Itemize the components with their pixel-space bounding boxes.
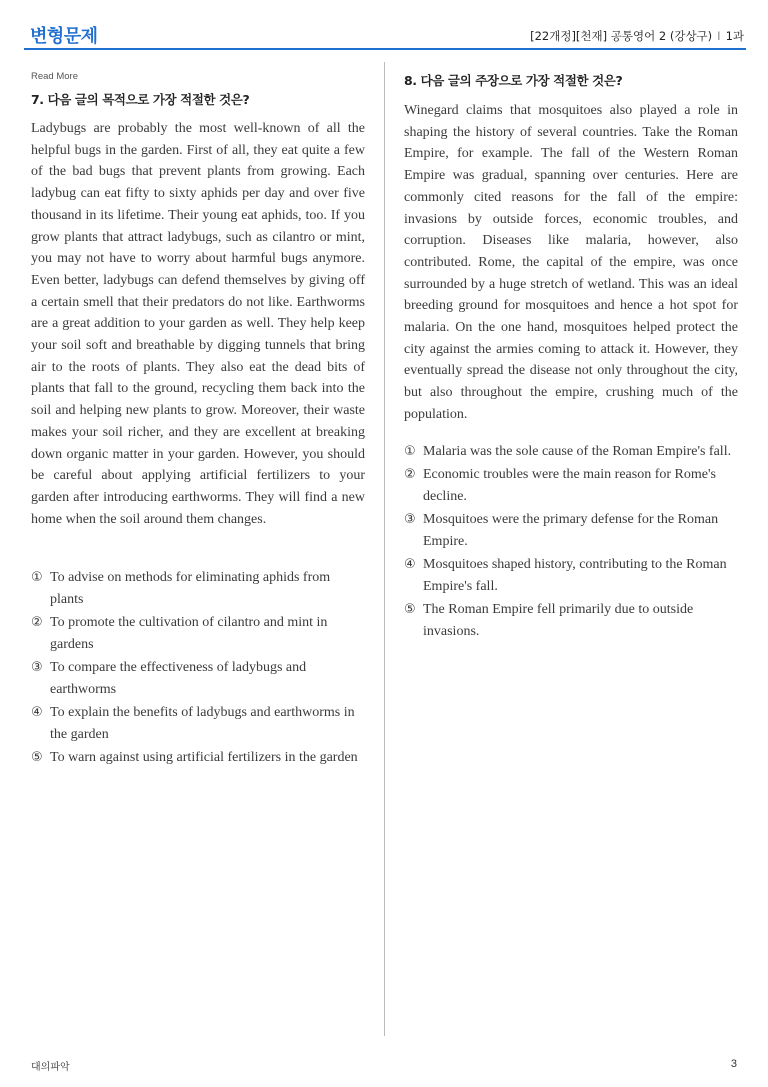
option-number: ④: [31, 705, 43, 720]
option-text: To warn against using artificial fertilizers in the garden: [50, 750, 358, 765]
header-course-info: [530, 28, 744, 44]
answer-option[interactable]: [404, 509, 738, 553]
option-text: To promote the cultivation of cilantro and mint in gardens: [50, 615, 328, 652]
option-number: ③: [31, 660, 43, 675]
option-text: The Roman Empire fell primarily due to outside invasions.: [423, 602, 694, 639]
option-text: To explain the benefits of ladybugs and earthworms in the garden: [50, 705, 355, 742]
option-number: ⑤: [404, 602, 416, 617]
question-7-passage: Ladybugs are probably the most well-known of all the helpful bugs in the garden. First of all, they eat quite a few of the bad bugs that prevent plants from growing. Each ladybug can eat fifty to sixty aphids per day and over five thousand in its lifetime. Their young eat aphids, too. If you grow plants that attract ladybugs, such as cilantro or mint, you may not have to worry about harmful bugs anymore. Even better, ladybugs can defend themselves by giving off a certain smell that their predators do not like. Earthworms are a great addition to your garden as well. They help keep your soil soft and breathable by digging tunnels that bring air to the roots of plants. They also eat the dead bits of plants that fall to the ground, recycling them back into the soil and helping new plants to grow. Moreover, their waste makes your soil richer, and they are excellent at breaking down organic matter in your garden. However, you should be careful about applying artificial fertilizers to your garden after introducing earthworms. They will find a new home when the soil around them changes.: [31, 121, 365, 527]
option-number: ②: [404, 467, 416, 482]
lesson-label: 1과: [725, 29, 744, 43]
answer-option[interactable]: [404, 599, 738, 643]
option-number: ③: [404, 512, 416, 527]
answer-option[interactable]: [31, 702, 367, 746]
question-8-passage: Winegard claims that mosquitoes also played a role in shaping the history of several countries. Take the Roman Empire, for example. The fall of the Western Roman Empire was gradual, spanning over centuries. Here are commonly cited reasons for the fall of the empire: invasions by outside forces, economic troubles, and corruption. Diseases like malaria, however, also contributed. Rome, the capital of the empire, was once surrounded by a huge stretch of wetland. This was an ideal breeding ground for mosquitoes and hence a hot spot for malaria. On the one hand, mosquitoes helped protect the city against the armies coming to attack it. However, they eventually spread the disease not only throughout the city, but also throughout the empire, crushing much of the population.: [404, 103, 738, 422]
option-number: ①: [31, 570, 43, 585]
option-text: To advise on methods for eliminating aphids from plants: [50, 570, 331, 607]
page-header: [24, 18, 746, 50]
answer-option[interactable]: [404, 441, 738, 463]
option-number: ⑤: [31, 750, 43, 765]
footer-category: 대의파악: [31, 1062, 70, 1073]
answer-option[interactable]: [404, 464, 738, 508]
question-8-title: 8. 다음 글의 주장으로 가장 적절한 것은?: [404, 73, 623, 88]
option-text: Economic troubles were the main reason for Rome's decline.: [423, 467, 716, 504]
option-text: To compare the effectiveness of ladybugs and earthworms: [50, 660, 307, 697]
read-more-label: Read More: [31, 71, 78, 82]
answer-option[interactable]: [31, 747, 367, 769]
answer-option[interactable]: [404, 554, 738, 598]
answer-option[interactable]: [31, 657, 367, 701]
option-number: ④: [404, 557, 416, 572]
question-7-options: [31, 567, 367, 770]
answer-option[interactable]: [31, 612, 367, 656]
column-divider: [384, 62, 385, 1036]
header-separator: I: [717, 29, 721, 43]
option-number: ②: [31, 615, 43, 630]
option-number: ①: [404, 444, 416, 459]
option-text: Mosquitoes shaped history, contributing to the Roman Empire's fall.: [423, 557, 727, 594]
header-rule: [24, 48, 746, 50]
option-text: Malaria was the sole cause of the Roman Empire's fall.: [423, 444, 732, 459]
page-number: 3: [730, 1058, 737, 1070]
header-title: 변형문제: [30, 26, 98, 47]
answer-option[interactable]: [31, 567, 367, 611]
question-7-title: 7. 다음 글의 목적으로 가장 적절한 것은?: [31, 92, 250, 107]
course-name: [22개정][천재] 공통영어 2 (강상구): [530, 29, 713, 43]
option-text: Mosquitoes were the primary defense for the Roman Empire.: [423, 512, 719, 549]
question-8-options: [404, 441, 738, 644]
